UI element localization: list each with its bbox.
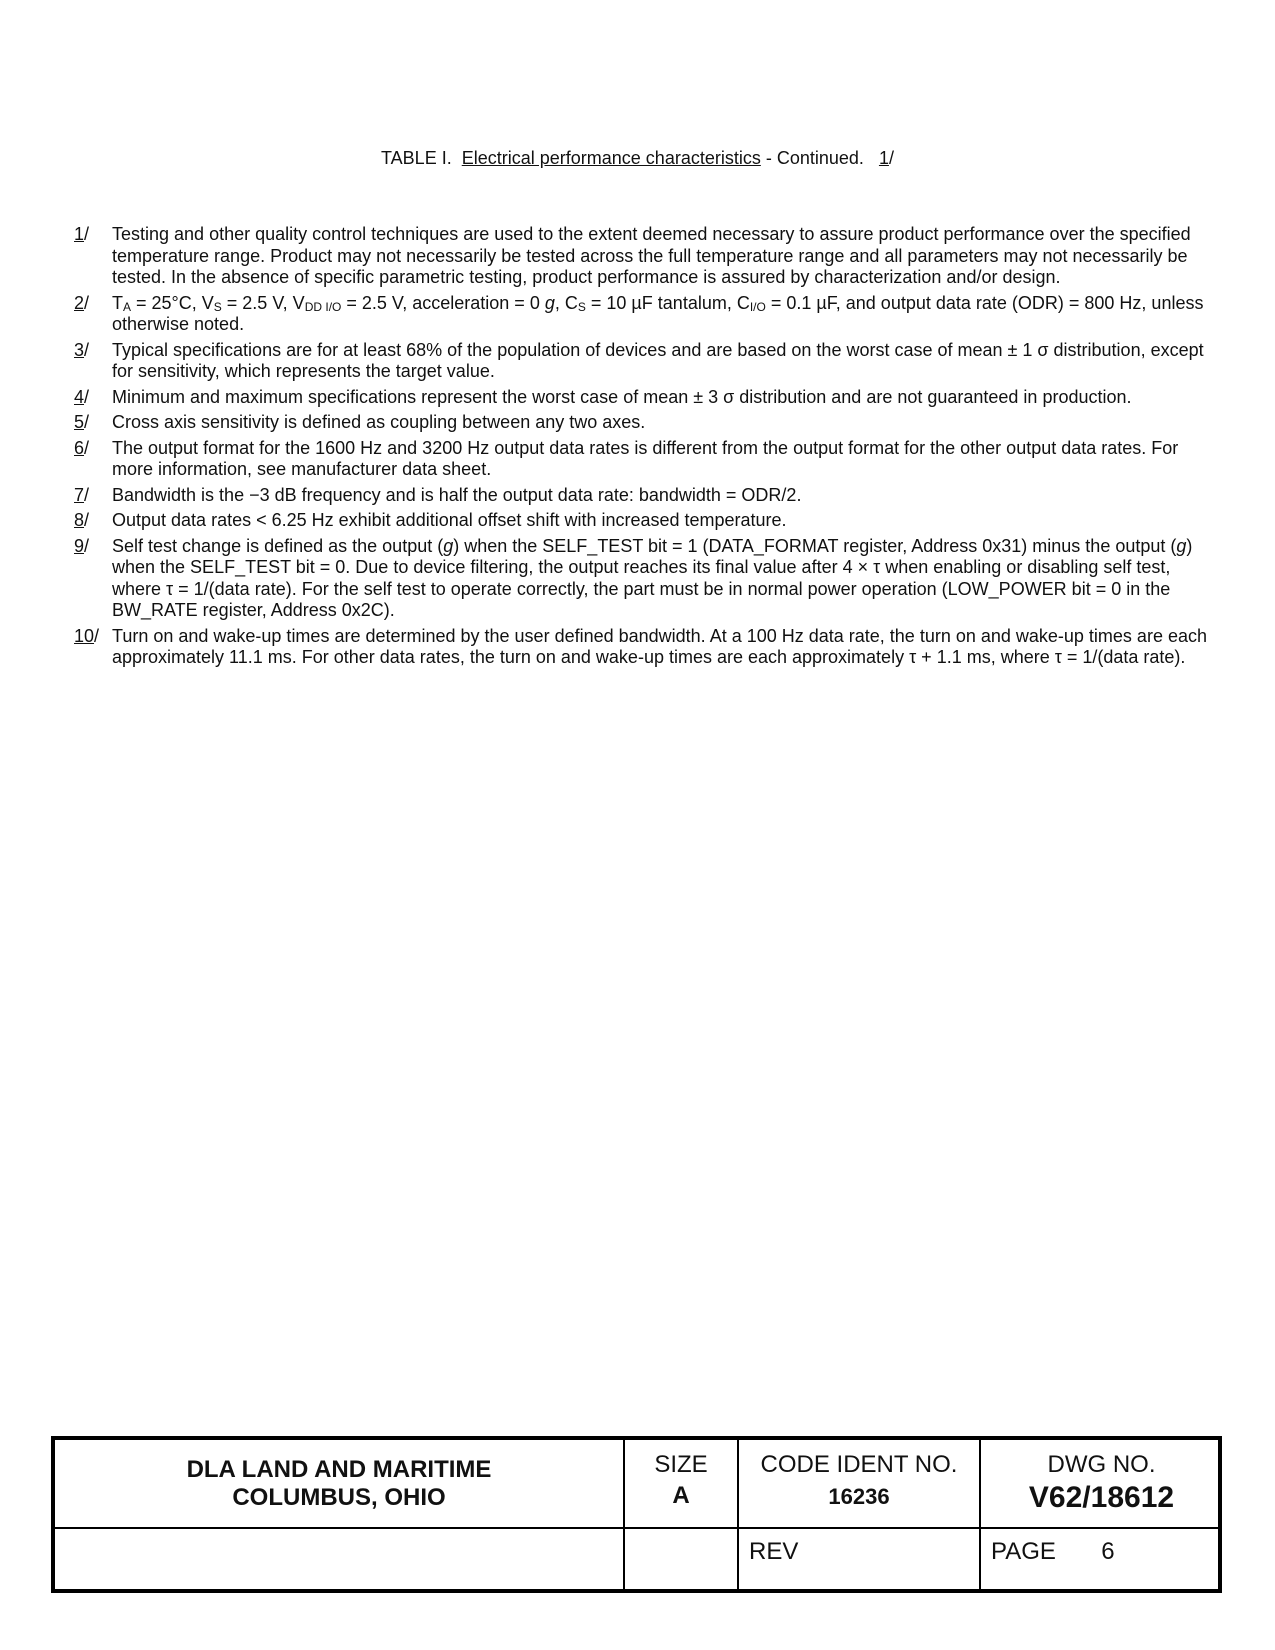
table-continuation-title: TABLE I. Electrical performance characteristics - Continued. 1/: [381, 148, 894, 168]
code-ident-label: CODE IDENT NO.: [760, 1451, 958, 1478]
drawing-title-block: [51, 1436, 1222, 1593]
footnote-number: 3: [74, 339, 85, 360]
footnote-10: 10/ Turn on and wake-up times are determined by the user defined bandwidth. At a 100 Hz data rate, the turn on and wake-up times are each approximately 11.1 ms. For other data rates, the turn on and wake-up times are each approximately τ + 1.1 ms, where τ = 1/(data rate).: [74, 626, 1214, 669]
footnote-9: 9/ Self test change is defined as the output (g) when the SELF_TEST bit = 1 (DATA_FORMAT register, Address 0x31) minus the output (g) when the SELF_TEST bit = 0. Due to device filtering, the output reaches its final value after 4 × τ when enabling or disabling self test, where τ = 1/(data rate). For the self test to operate correctly, the part must be in normal power operation (LOW_POWER bit = 0 in the BW_RATE register, Address 0x2C).: [74, 536, 1214, 622]
footnotes-list: [74, 224, 1214, 673]
dwg-no-value: V62/18612: [1028, 1481, 1175, 1514]
footnote-number: 10: [74, 625, 95, 646]
footnote-1: 1/ Testing and other quality control techniques are used to the extent deemed necessary to assure product performance over the specified temperature range. Product may not necessarily be tested across the full temperature range and all parameters may not necessarily be tested. In the absence of specific parametric testing, product performance is assured by characterization and/or design.: [74, 224, 1214, 289]
code-ident-cell: [739, 1450, 979, 1514]
footnote-3: 3/ Typical specifications are for at least 68% of the population of devices and are based on the worst case of mean ± 1 σ distribution, except for sensitivity, which represents the target value.: [74, 340, 1214, 383]
rev-label: REV: [749, 1538, 799, 1565]
table-note-ref: 1: [878, 148, 889, 168]
table-suffix: - Continued.: [765, 148, 864, 168]
footnote-2: 2/ $T_A = 25^\circ C$, $V_S = 2.5$ V, $V_{DD I/O} = 2.5$ V, acceleration = 0 g, $C_S = 10$ µF tantalum, $C_{I/O} = 0.1$ µF, and output data rate (ODR) = 800 Hz, unless otherwise noted.: [74, 293, 1214, 336]
footnote-text: $T_A = 25^\circ C$, $V_S = 2.5$ V, $V_{DD I/O} = 2.5$ V, acceleration = 0 g, $C_S = 10$ µF tantalum, $C_{I/O} = 0.1$ µF, and output data rate (ODR) = 800 Hz, unless otherwise noted.: [112, 292, 1204, 334]
footnote-6: 6/ The output format for the 1600 Hz and 3200 Hz output data rates is different from the output format for the other output data rates. For more information, see manufacturer data sheet.: [74, 438, 1214, 481]
footnote-text: Self test change is defined as the output (g) when the SELF_TEST bit = 1 (DATA_FORMAT register, Address 0x31) minus the output (g) when the SELF_TEST bit = 0. Due to device filtering, the output reaches its final value after 4 × τ when enabling or disabling self test, where τ = 1/(data rate). For the self test to operate correctly, the part must be in normal power operation (LOW_POWER bit = 0 in the BW_RATE register, Address 0x2C).: [112, 535, 1193, 620]
footnote-7: 7/ Bandwidth is the −3 dB frequency and is half the output data rate: bandwidth = ODR/2.: [74, 485, 1214, 507]
footnote-text: The output format for the 1600 Hz and 3200 Hz output data rates is different from the output format for the other output data rates. For more information, see manufacturer data sheet.: [112, 437, 1179, 479]
footnote-text: Cross axis sensitivity is defined as coupling between any two axes.: [112, 412, 646, 432]
code-ident-value: 16236: [828, 1484, 890, 1509]
page-cell: [991, 1538, 1115, 1566]
footnote-4: 4/ Minimum and maximum specifications represent the worst case of mean ± 3 σ distribution and are not guaranteed in production.: [74, 387, 1214, 409]
footnote-5: 5/ Cross axis sensitivity is defined as coupling between any two axes.: [74, 412, 1214, 434]
page-label: PAGE: [991, 1538, 1056, 1565]
dwg-no-cell: [981, 1450, 1222, 1516]
footnote-text: Turn on and wake-up times are determined by the user defined bandwidth. At a 100 Hz data rate, the turn on and wake-up times are each approximately 11.1 ms. For other data rates, the turn on and wake-up times are each approximately τ + 1.1 ms, where τ = 1/(data rate).: [112, 625, 1207, 667]
table-prefix: TABLE I.: [381, 148, 452, 168]
footnote-text: Output data rates < 6.25 Hz exhibit additional offset shift with increased temperature.: [112, 510, 787, 530]
footnote-number: 6: [74, 437, 85, 458]
footnote-number: 4: [74, 386, 85, 407]
organization-name: DLA LAND AND MARITIME COLUMBUS, OHIO: [186, 1456, 492, 1511]
page-number: 6: [1101, 1538, 1115, 1565]
footnote-text: Testing and other quality control techniques are used to the extent deemed necessary to assure product performance over the specified temperature range. Product may not necessarily be tested across the full temperature range and all parameters may not necessarily be tested. In the absence of specific parametric testing, product performance is assured by characterization and/or design.: [112, 224, 1191, 287]
footnote-number: 2: [74, 292, 85, 313]
size-value: A: [672, 1482, 690, 1509]
footnote-text: Typical specifications are for at least 68% of the population of devices and are based on the worst case of mean ± 1 σ distribution, except for sensitivity, which represents the target value.: [112, 339, 1204, 381]
footnote-number: 1: [74, 224, 85, 244]
dwg-no-label: DWG NO.: [1047, 1451, 1156, 1478]
footnote-number: 7: [74, 484, 85, 505]
footnote-8: 8/ Output data rates < 6.25 Hz exhibit additional offset shift with increased temperature.: [74, 510, 1214, 532]
footnote-text: Bandwidth is the −3 dB frequency and is half the output data rate: bandwidth = ODR/2.: [112, 484, 802, 505]
table-title: Electrical performance characteristics: [461, 148, 761, 168]
footnote-number: 5: [74, 412, 85, 432]
size-cell: [625, 1450, 737, 1512]
footnote-number: 9: [74, 535, 85, 556]
footnote-number: 8: [74, 510, 85, 530]
size-label: SIZE: [654, 1451, 708, 1478]
title-block-divider: [55, 1527, 1218, 1529]
footnote-text: Minimum and maximum specifications represent the worst case of mean ± 3 σ distribution and are not guaranteed in production.: [112, 386, 1132, 407]
